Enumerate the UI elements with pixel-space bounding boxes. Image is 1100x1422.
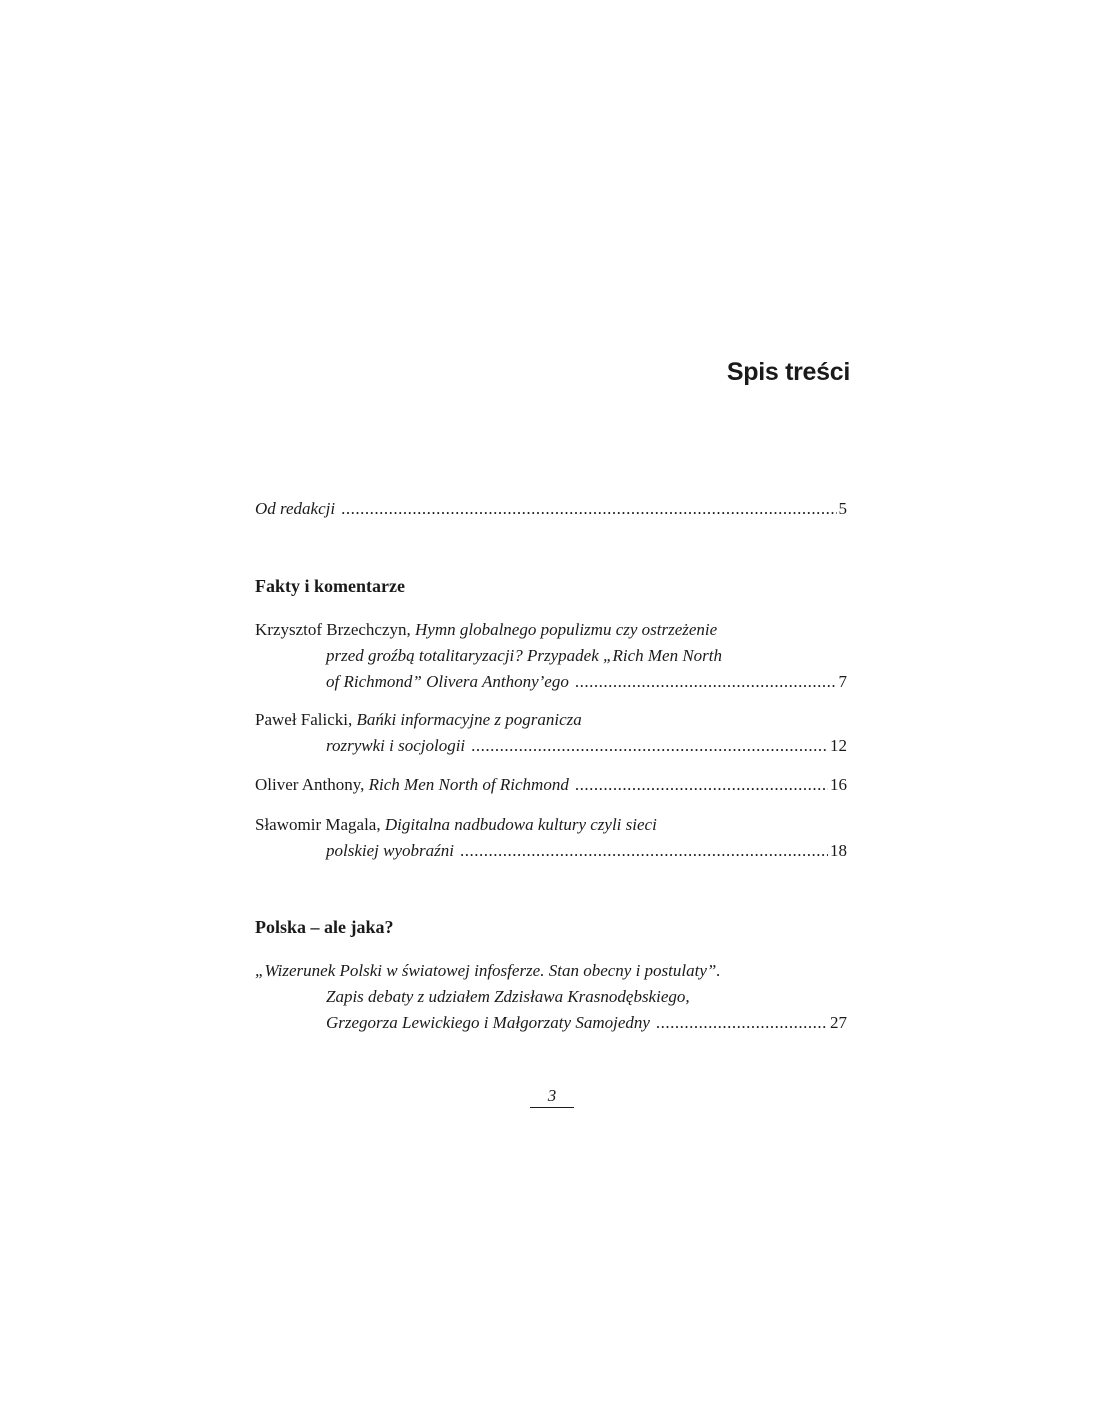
dot-leader [341, 496, 836, 522]
toc-entry-intro[interactable] [255, 496, 847, 522]
toc-entry-title-line: Zapis debaty z udziałem Zdzisława Krasnodębskiego, [326, 987, 690, 1006]
toc-entry-author: Paweł Falicki, [255, 710, 353, 729]
toc-entry-title-line: Hymn globalnego populizmu czy ostrzeżenie [415, 620, 718, 639]
toc-entry-title: Od redakcji [255, 499, 336, 518]
toc-entry-author: Oliver Anthony, [255, 775, 365, 794]
toc-entry-title-line: polskiej wyobraźni [326, 841, 454, 860]
toc-entry-title-line: Bańki informacyjne z pogranicza [356, 710, 582, 729]
toc-entry[interactable] [255, 617, 847, 695]
dot-leader [471, 733, 828, 759]
toc-page-number: 7 [838, 672, 847, 691]
toc-entry-title-line: „Wizerunek Polski w światowej infosferze. Stan obecny i postulaty”. [255, 961, 721, 980]
toc-page-number: 27 [830, 1013, 847, 1032]
toc-entry-author: Sławomir Magala, [255, 815, 381, 834]
dot-leader [460, 838, 828, 864]
toc-entry-title-line: Rich Men North of Richmond [368, 775, 569, 794]
toc-entry-title-line: Grzegorza Lewickiego i Małgorzaty Samojedny [326, 1013, 650, 1032]
toc-page-number: 5 [838, 499, 847, 518]
toc-page-number: 12 [830, 736, 847, 755]
dot-leader [656, 1010, 828, 1036]
page-title: Spis treści [726, 358, 850, 386]
section-heading-fakty: Fakty i komentarze [255, 576, 405, 596]
dot-leader [575, 669, 837, 695]
toc-entry[interactable] [255, 772, 847, 798]
toc-page-number: 18 [830, 841, 847, 860]
toc-entry-title-line: rozrywki i socjologii [326, 736, 466, 755]
toc-entry[interactable] [255, 707, 847, 759]
footer-page-number: 3 [530, 1086, 574, 1108]
toc-entry-title-line: przed groźbą totalitaryzacji? Przypadek „Rich Men North [326, 646, 723, 665]
toc-entry-title-line: Digitalna nadbudowa kultury czyli sieci [384, 815, 657, 834]
toc-page-number: 16 [830, 775, 847, 794]
dot-leader [575, 772, 828, 798]
section-heading-polska: Polska – ale jaka? [255, 917, 394, 937]
toc-entry[interactable] [255, 812, 847, 864]
toc-entry-title-line: of Richmond” Olivera Anthony’ego [326, 672, 569, 691]
toc-entry[interactable] [255, 958, 847, 1036]
toc-entry-author: Krzysztof Brzechczyn, [255, 620, 411, 639]
